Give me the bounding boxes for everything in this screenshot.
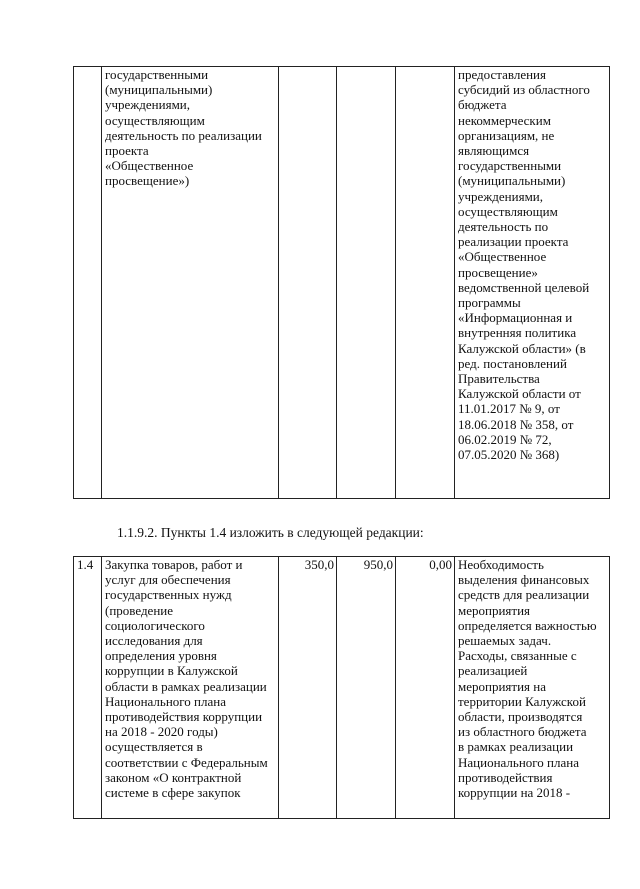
value-2: 950,0 — [363, 557, 393, 572]
row-number-cell — [74, 67, 102, 499]
value-cell-1 — [279, 557, 337, 819]
row-description: Закупка товаров, работ и услуг для обеспечения государственных нужд (проведение социологического исследования для определения уровня коррупции в Калужской области в рамках реализации Национального плана противодействия коррупции на 2018 - 2020 годы) осуществляется в соответствии с Федеральным законом «О контрактной системе в сфере закупок — [105, 557, 268, 801]
row-number-cell — [74, 557, 102, 819]
table-row — [74, 557, 610, 819]
value-cell-2 — [337, 67, 396, 499]
description-cell — [102, 67, 279, 499]
row-justification: предоставления субсидий из областного бюджета некоммерческим организациям, не являющимся государственными (муниципальными) учреждениями, осуществляющим деятельность по реализации проекта «Общественное просвещение» ведомственной целевой программы «Информационная и внутренняя политика Калужской области» (в ред. постановлений Правительства Калужской области от 11.01.2017 № 9, от 18.06.2018 № 358, от 06.02.2019 № 72, 07.05.2020 № 368) — [458, 67, 590, 463]
value-1: 350,0 — [304, 557, 334, 572]
value-cell-3 — [396, 557, 455, 819]
justification-cell — [455, 557, 610, 819]
value-cell-2 — [337, 557, 396, 819]
row-justification: Необходимость выделения финансовых средств для реализации мероприятия определяется важностью решаемых задач. Расходы, связанные с реализацией мероприятия на территории Калужской области, производятся из областного бюджета в рамках реализации Национального плана противодействия коррупции на 2018 - — [458, 557, 597, 801]
description-cell — [102, 557, 279, 819]
table-continued — [73, 66, 610, 499]
row-description: государственными (муниципальными) учреждениями, осуществляющим деятельность по реализации проекта «Общественное просвещение») — [105, 67, 262, 189]
value-3: 0,00 — [429, 557, 452, 572]
justification-cell — [455, 67, 610, 499]
value-cell-3 — [396, 67, 455, 499]
table-item-1-4 — [73, 556, 610, 819]
row-number: 1.4 — [77, 557, 94, 572]
value-cell-1 — [279, 67, 337, 499]
amendment-instruction: 1.1.9.2. Пункты 1.4 изложить в следующей редакции: — [117, 525, 424, 540]
table-row — [74, 67, 610, 499]
